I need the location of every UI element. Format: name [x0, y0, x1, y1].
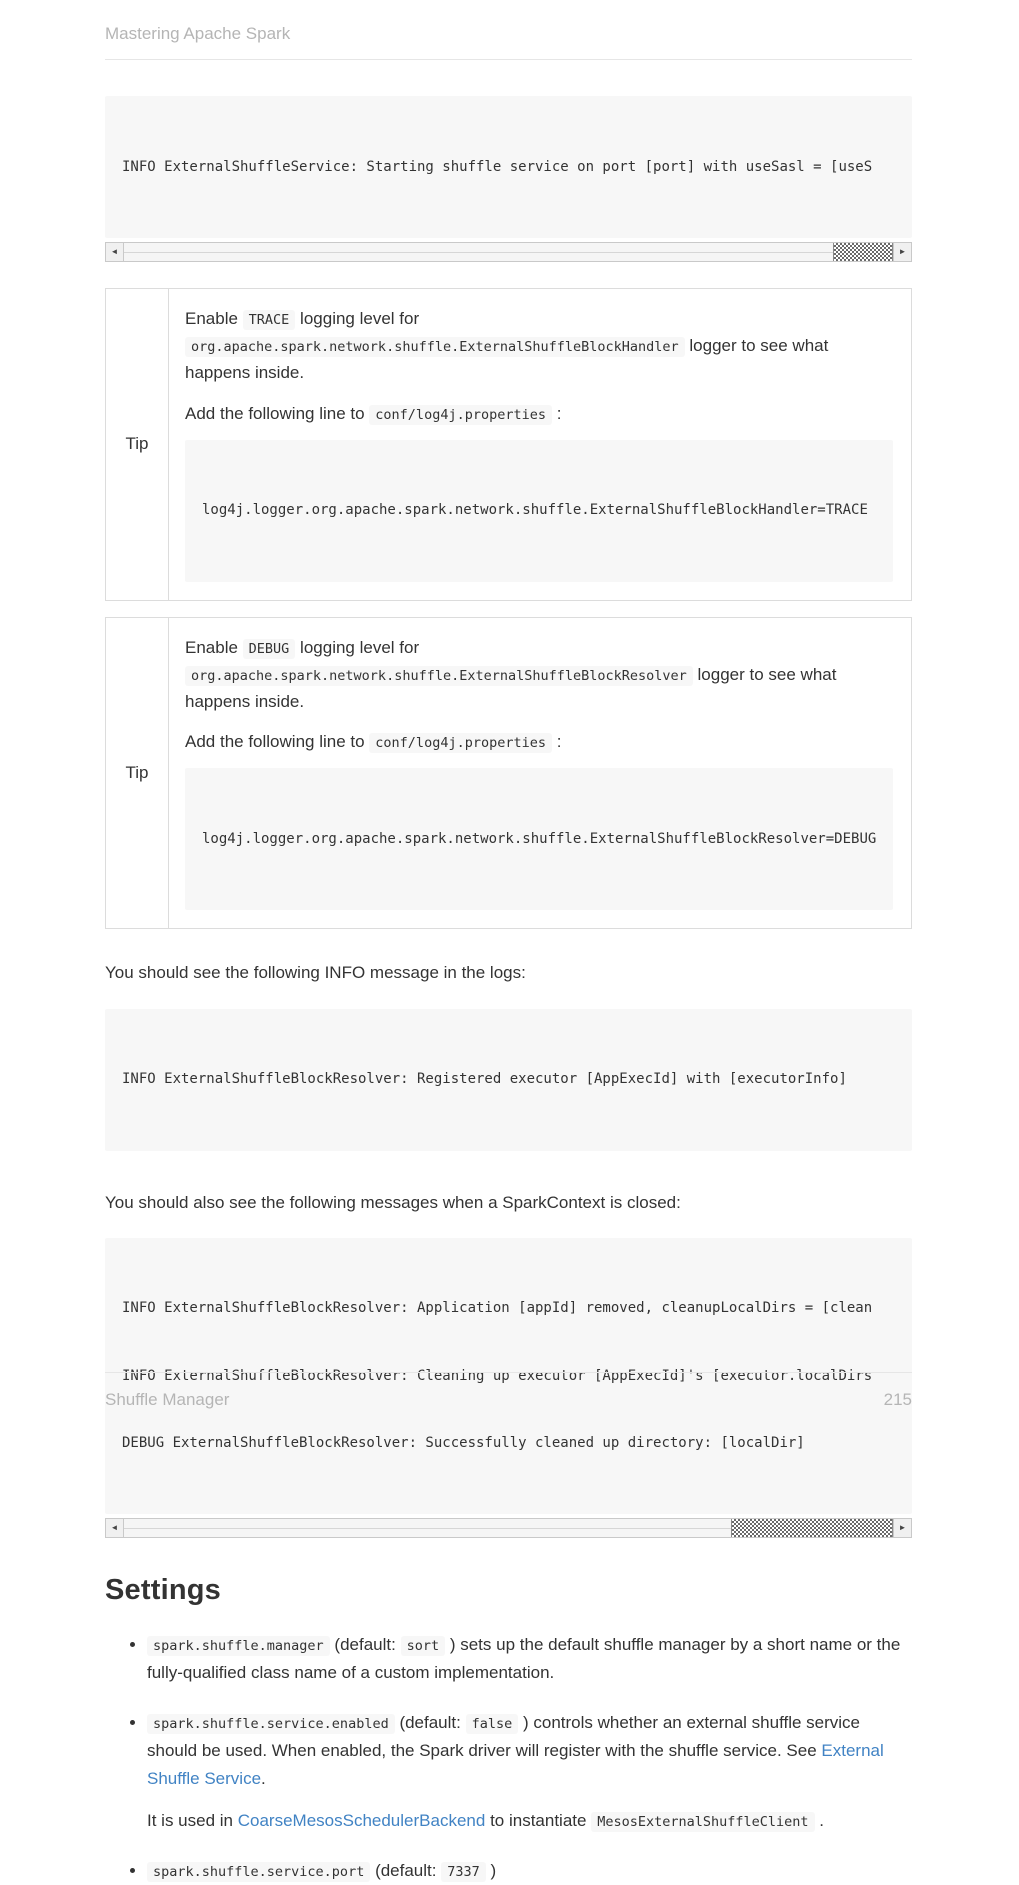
text-run: logger to see what happens inside.	[185, 336, 829, 383]
code-line: INFO ExternalShuffleBlockResolver: Registered executor [AppExecId] with [executorInfo]	[122, 1071, 847, 1088]
code-line: log4j.logger.org.apache.spark.network.shuffle.ExternalShuffleBlockHandler=TRACE	[202, 502, 868, 519]
scrollbar-thumb[interactable]	[833, 243, 893, 261]
text-run: )	[490, 1861, 497, 1881]
right-arrow-icon: ►	[898, 246, 907, 256]
inline-code-default-value: sort	[401, 1636, 446, 1656]
list-item-shuffle-manager	[147, 1631, 912, 1687]
book-title: Mastering Apache Spark	[105, 24, 291, 43]
scrollbar-track[interactable]	[124, 1519, 893, 1537]
footer-page-number: 215	[883, 1390, 912, 1409]
text-run: to instantiate	[490, 1811, 587, 1831]
scroll-right-button[interactable]	[893, 243, 911, 261]
inline-code-logger-class: org.apache.spark.network.shuffle.ExternalShuffleBlockHandler	[185, 337, 685, 357]
scroll-left-button[interactable]	[106, 243, 124, 261]
horizontal-scrollbar[interactable]	[105, 1518, 912, 1538]
code-line: DEBUG ExternalShuffleBlockResolver: Successfully cleaned up directory: [localDir]	[122, 1434, 805, 1451]
horizontal-scrollbar[interactable]	[105, 242, 912, 262]
inline-code-default-value: false	[466, 1714, 519, 1734]
scroll-left-button[interactable]	[106, 1519, 124, 1537]
code-block-registered-executor	[105, 1009, 912, 1151]
text-run: Enable	[185, 637, 238, 657]
tip-label: Tip	[125, 434, 149, 454]
paragraph-context-closed: You should also see the following messages when a SparkContext is closed:	[105, 1192, 681, 1212]
text-run: :	[556, 403, 562, 423]
inline-code-resolver-class: org.apache.spark.network.shuffle.ExternalShuffleBlockResolver	[185, 666, 693, 686]
tip-content	[169, 618, 911, 929]
inline-code-debug: DEBUG	[243, 639, 296, 659]
text-run: logging level for	[300, 308, 420, 328]
tip-label-cell	[106, 618, 169, 929]
scrollbar-thumb[interactable]	[731, 1519, 893, 1537]
settings-list	[105, 1631, 912, 1885]
link-external-shuffle-service[interactable]: External Shuffle Service	[147, 1741, 884, 1789]
code-line: INFO ExternalShuffleBlockResolver: Application [appId] removed, cleanupLocalDirs = [clean	[122, 1300, 873, 1317]
footer-section-title: Shuffle Manager	[105, 1390, 230, 1409]
inline-code-default-value: 7337	[441, 1862, 486, 1882]
inline-code-trace: TRACE	[243, 310, 296, 330]
tip-content	[169, 289, 911, 600]
code-line: log4j.logger.org.apache.spark.network.shuffle.ExternalShuffleBlockResolver=DEBUG	[202, 831, 877, 848]
tip-paragraph	[185, 728, 893, 755]
scrollbar-track[interactable]	[124, 243, 893, 261]
doc-footer	[105, 1372, 912, 1410]
tip-paragraph	[185, 634, 893, 716]
left-arrow-icon: ◄	[110, 1522, 119, 1532]
text-run: (default:	[375, 1861, 437, 1881]
code-block-log4j-debug	[185, 768, 893, 910]
inline-code-properties-file: conf/log4j.properties	[369, 405, 552, 425]
doc-header	[105, 0, 912, 60]
text-run: logging level for	[300, 637, 420, 657]
inline-code-setting-name: spark.shuffle.service.port	[147, 1862, 370, 1882]
list-item-shuffle-service-enabled	[147, 1709, 912, 1835]
sub-paragraph	[147, 1807, 912, 1835]
text-run: ) controls whether an external shuffle service should be used. When enabled, the Spark driver will register with the shuffle service. See	[147, 1713, 861, 1761]
text-run: It is used in	[147, 1811, 233, 1831]
text-run: Add the following line to	[185, 403, 365, 423]
list-item-shuffle-service-port	[147, 1857, 912, 1885]
tip-box-trace	[105, 288, 912, 601]
code-line: INFO ExternalShuffleService: Starting shuffle service on port [port] with useSasl = [useS	[122, 158, 873, 175]
inline-code-properties-file: conf/log4j.properties	[369, 733, 552, 753]
tip-box-debug	[105, 617, 912, 930]
paragraph-info-logs: You should see the following INFO message in the logs:	[105, 963, 526, 983]
code-block-log4j-trace	[185, 440, 893, 582]
text-run: (default:	[334, 1634, 396, 1654]
tip-label-cell	[106, 289, 169, 600]
text-run: Add the following line to	[185, 732, 365, 752]
text-run: ) sets up the default shuffle manager by a short name or the fully-qualified class name of a custom implementation.	[147, 1634, 901, 1683]
inline-code-setting-name: spark.shuffle.manager	[147, 1636, 330, 1656]
text-run: Enable	[185, 308, 238, 328]
text-run: :	[556, 732, 562, 752]
scroll-right-button[interactable]	[893, 1519, 911, 1537]
tip-paragraph	[185, 305, 893, 387]
right-arrow-icon: ►	[898, 1522, 907, 1532]
tip-label: Tip	[125, 763, 149, 782]
text-run: .	[261, 1769, 266, 1789]
left-arrow-icon: ◄	[110, 246, 119, 256]
link-coarse-mesos-scheduler-backend[interactable]: CoarseMesosSchedulerBackend	[237, 1811, 486, 1831]
text-run: .	[819, 1811, 824, 1831]
inline-code-setting-name: spark.shuffle.service.enabled	[147, 1714, 395, 1734]
text-run: logger to see what happens inside.	[185, 664, 837, 712]
code-block-shuffle-service	[105, 96, 912, 238]
text-run: (default:	[399, 1713, 461, 1733]
code-line: INFO ExternalShuffleBlockResolver: Cleaning up executor [AppExecId]'s [executor.localDirs	[122, 1367, 873, 1384]
inline-code-mesos-client: MesosExternalShuffleClient	[591, 1812, 814, 1832]
section-heading-settings: Settings	[105, 1573, 221, 1606]
tip-paragraph	[185, 400, 893, 427]
